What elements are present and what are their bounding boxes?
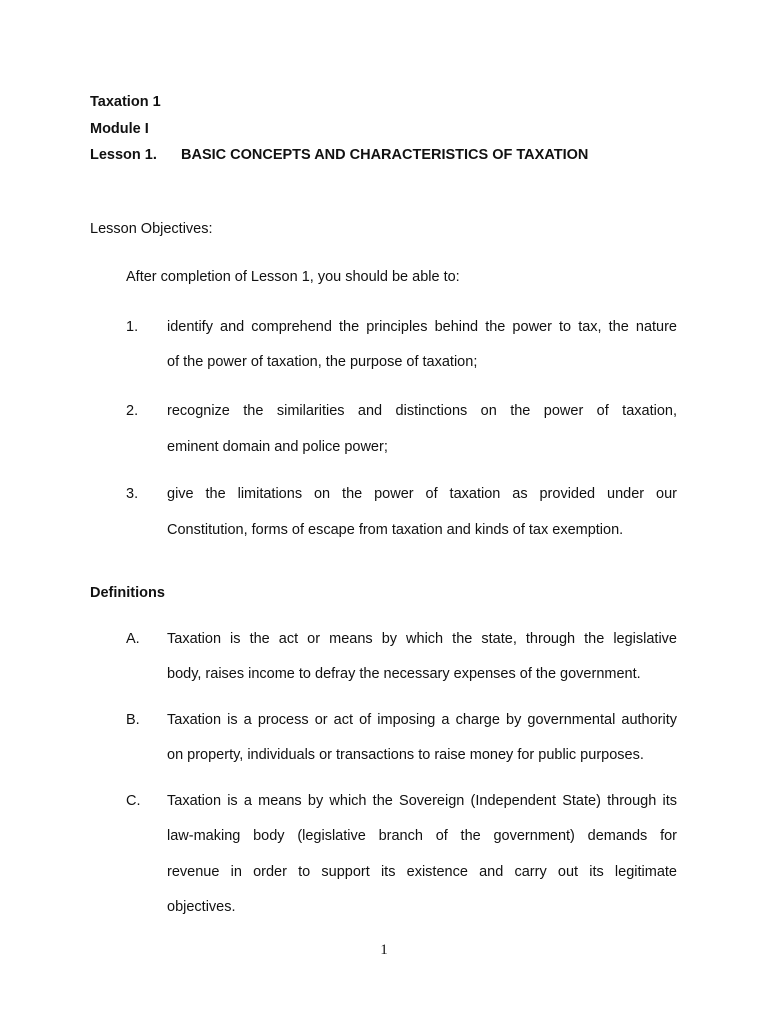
objective-line: give the limitations on the power of taxation as provided under our [167, 486, 677, 502]
definition-line: revenue in order to support its existence and carry out its legitimate [167, 864, 677, 880]
definition-line: law-making body (legislative branch of the government) demands for [167, 828, 677, 844]
objective-marker: 2. [126, 403, 139, 419]
definition-line: on property, individuals or transactions to raise money for public purposes. [167, 747, 644, 763]
definition-line: Taxation is a process or act of imposing a charge by governmental authority [167, 712, 677, 728]
objective-line: recognize the similarities and distinctions on the power of taxation, [167, 403, 677, 419]
objective-line: of the power of taxation, the purpose of taxation; [167, 354, 478, 370]
objective-line: Constitution, forms of escape from taxation and kinds of tax exemption. [167, 522, 624, 538]
definition-line: Taxation is a means by which the Sovereign (Independent State) through its [167, 793, 677, 809]
definition-marker: C. [126, 793, 141, 809]
objective-marker: 1. [126, 319, 139, 335]
definition-line: objectives. [167, 899, 236, 915]
definition-line: Taxation is the act or means by which the state, through the legislative [167, 631, 677, 647]
definitions-heading: Definitions [90, 585, 165, 601]
module-label: Module I [90, 121, 149, 137]
definition-marker: A. [126, 631, 140, 647]
definition-line: body, raises income to defray the necessary expenses of the government. [167, 666, 641, 682]
objective-marker: 3. [126, 486, 139, 502]
course-title: Taxation 1 [90, 94, 161, 110]
objective-line: identify and comprehend the principles behind the power to tax, the nature [167, 319, 677, 335]
lesson-title: BASIC CONCEPTS AND CHARACTERISTICS OF TAXATION [181, 147, 589, 163]
objectives-intro: After completion of Lesson 1, you should be able to: [126, 269, 460, 285]
lesson-number: Lesson 1. [90, 147, 157, 163]
definition-marker: B. [126, 712, 140, 728]
page-number: 1 [380, 942, 388, 958]
objective-line: eminent domain and police power; [167, 439, 388, 455]
objectives-heading: Lesson Objectives: [90, 221, 213, 237]
